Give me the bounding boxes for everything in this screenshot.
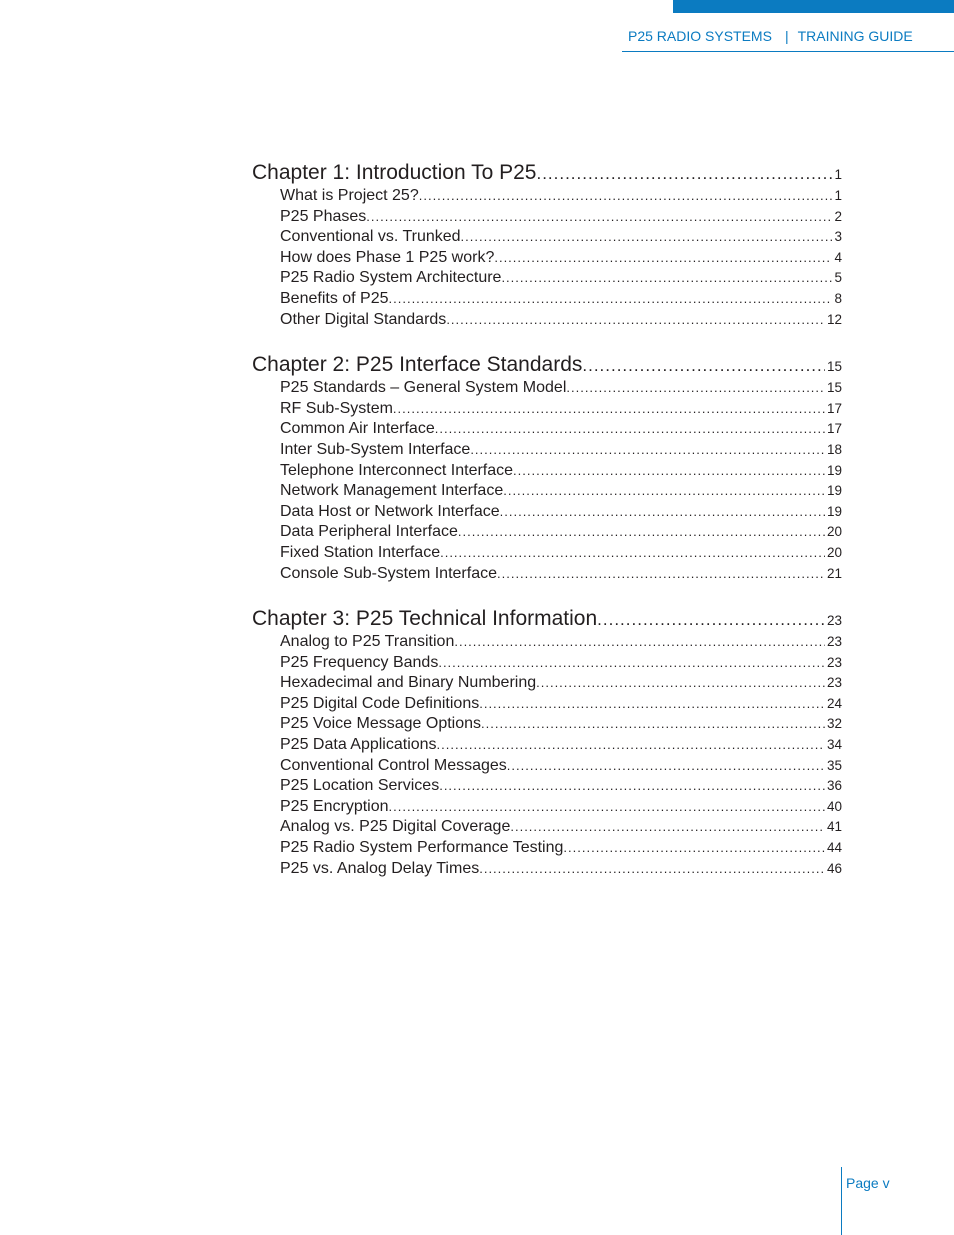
toc-entry-page: 17 [826,421,842,437]
table-of-contents [252,159,842,885]
toc-entry-page: 24 [826,695,842,711]
toc-section-entry[interactable] [252,502,842,523]
toc-entry-page: 18 [826,441,842,457]
dot-leader [563,838,825,859]
toc-entry-page: 15 [826,359,842,375]
toc-entry-title: Benefits of P25 [280,289,389,307]
toc-section-entry[interactable] [252,838,842,859]
dot-leader [582,352,825,379]
header-doc-title: P25 RADIO SYSTEMS [628,28,772,44]
toc-entry-page: 4 [834,249,842,265]
dot-leader [393,399,825,420]
toc-entry-title: P25 Location Services [280,777,440,795]
toc-section-entry[interactable] [252,564,842,585]
toc-section-entry[interactable] [252,440,842,461]
toc-entry-page: 23 [826,654,842,670]
toc-section-entry[interactable] [252,310,842,331]
toc-entry-page: 35 [826,757,842,773]
toc-section-entry[interactable] [252,419,842,440]
toc-entry-page: 3 [834,229,842,245]
header-accent-bar [673,0,954,13]
toc-entry-title: P25 Voice Message Options [280,715,482,733]
toc-section-entry[interactable] [252,399,842,420]
toc-chapter [252,605,842,879]
dot-leader [566,378,825,399]
toc-section-entry[interactable] [252,776,842,797]
dot-leader [497,564,825,585]
toc-entry-page: 19 [826,462,842,478]
toc-entry-title: Analog to P25 Transition [280,633,455,651]
toc-chapter-entry[interactable] [252,605,842,632]
toc-entry-title: Hexadecimal and Binary Numbering [280,674,537,692]
toc-section-entry[interactable] [252,481,842,502]
toc-entry-page: 12 [826,311,842,327]
toc-entry-page: 5 [834,270,842,286]
toc-entry-page: 23 [826,613,842,629]
toc-entry-title: How does Phase 1 P25 work? [280,248,495,266]
dot-leader [513,461,825,482]
dot-leader [494,248,832,269]
toc-chapter [252,351,842,584]
footer-rule [841,1167,842,1235]
toc-entry-title: P25 Phases [280,207,367,225]
toc-entry-title: Common Air Interface [280,420,435,438]
toc-entry-page: 15 [826,380,842,396]
toc-section-entry[interactable] [252,694,842,715]
toc-entry-page: 20 [826,524,842,540]
toc-entry-title: Data Peripheral Interface [280,523,458,541]
dot-leader [479,859,825,880]
toc-section-entry[interactable] [252,268,842,289]
toc-entry-title: Conventional vs. Trunked [280,228,461,246]
toc-entry-page: 32 [826,716,842,732]
toc-entry-page: 46 [826,860,842,876]
toc-entry-title: P25 Frequency Bands [280,653,439,671]
toc-entry-title: Fixed Station Interface [280,543,441,561]
dot-leader [435,419,825,440]
toc-entry-page: 20 [826,544,842,560]
dot-leader [507,756,825,777]
toc-entry-title: P25 Standards – General System Model [280,379,567,397]
toc-entry-page: 1 [834,188,842,203]
dot-leader [501,268,832,289]
toc-section-entry[interactable] [252,714,842,735]
dot-leader [500,502,825,523]
toc-section-entry[interactable] [252,632,842,653]
dot-leader [440,543,825,564]
toc-entry-title: Chapter 3: P25 Technical Information [252,607,598,631]
toc-entry-title: P25 vs. Analog Delay Times [280,859,480,877]
toc-entry-page: 19 [826,483,842,499]
toc-entry-title: Chapter 1: Introduction To P25 [252,161,537,184]
dot-leader [439,776,825,797]
toc-entry-page: 41 [826,819,842,835]
toc-entry-title: Console Sub-System Interface [280,564,497,582]
dot-leader [419,186,833,207]
toc-section-entry[interactable] [252,461,842,482]
toc-entry-title: P25 Radio System Performance Testing [280,839,564,857]
toc-entry-title: What is Project 25? [280,187,419,204]
dot-leader [479,694,825,715]
dot-leader [437,735,825,756]
toc-section-entry[interactable] [252,735,842,756]
dot-leader [438,653,825,674]
toc-section-entry[interactable] [252,227,842,248]
toc-section-entry[interactable] [252,207,842,228]
dot-leader [458,522,825,543]
toc-section-entry[interactable] [252,248,842,269]
toc-chapter-entry[interactable] [252,159,842,186]
toc-section-entry[interactable] [252,653,842,674]
toc-entry-page: 34 [826,737,842,753]
toc-entry-title: Chapter 2: P25 Interface Standards [252,353,583,377]
dot-leader [446,310,825,331]
toc-entry-page: 21 [826,565,842,581]
dot-leader [597,606,825,633]
toc-entry-page: 2 [834,208,842,224]
dot-leader [454,632,825,653]
header-doc-subtitle: TRAINING GUIDE [797,28,913,44]
toc-entry-title: Data Host or Network Interface [280,502,500,520]
header-rule [622,51,954,52]
toc-entry-title: Network Management Interface [280,482,504,500]
dot-leader [389,289,833,310]
toc-entry-page: 36 [826,778,842,794]
toc-section-entry[interactable] [252,522,842,543]
dot-leader [510,817,825,838]
toc-entry-title: P25 Radio System Architecture [280,269,502,287]
toc-section-entry[interactable] [252,797,842,818]
dot-leader [461,227,833,248]
toc-section-entry[interactable] [252,859,842,880]
header-separator: | [784,28,789,44]
dot-leader [366,207,832,228]
toc-section-entry[interactable] [252,543,842,564]
toc-entry-page: 17 [826,400,842,416]
toc-entry-title: Telephone Interconnect Interface [280,461,514,479]
toc-entry-title: P25 Data Applications [280,736,437,754]
toc-chapter-entry[interactable] [252,351,842,378]
toc-section-entry[interactable] [252,817,842,838]
dot-leader [481,714,825,735]
toc-entry-page: 23 [826,675,842,691]
toc-entry-title: Inter Sub-System Interface [280,440,471,458]
toc-section-entry[interactable] [252,289,842,310]
toc-entry-title: P25 Digital Code Definitions [280,694,480,712]
toc-section-entry[interactable] [252,673,842,694]
toc-section-entry[interactable] [252,186,842,207]
running-header [628,28,913,44]
dot-leader [536,160,832,187]
toc-chapter [252,159,842,330]
toc-entry-title: P25 Encryption [280,797,389,815]
toc-section-entry[interactable] [252,756,842,777]
toc-entry-page: 23 [826,634,842,650]
toc-entry-page: 1 [834,167,842,182]
toc-entry-page: 40 [826,798,842,814]
toc-entry-title: Other Digital Standards [280,310,447,328]
dot-leader [389,797,825,818]
toc-entry-page: 19 [826,503,842,519]
toc-entry-title: Analog vs. P25 Digital Coverage [280,818,511,836]
toc-entry-title: Conventional Control Messages [280,756,507,774]
toc-entry-title: RF Sub-System [280,399,393,417]
toc-section-entry[interactable] [252,378,842,399]
page-number: Page v [846,1175,890,1191]
toc-entry-page: 44 [826,840,842,856]
toc-entry-page: 8 [834,290,842,306]
dot-leader [503,481,825,502]
dot-leader [470,440,825,461]
dot-leader [536,673,825,694]
